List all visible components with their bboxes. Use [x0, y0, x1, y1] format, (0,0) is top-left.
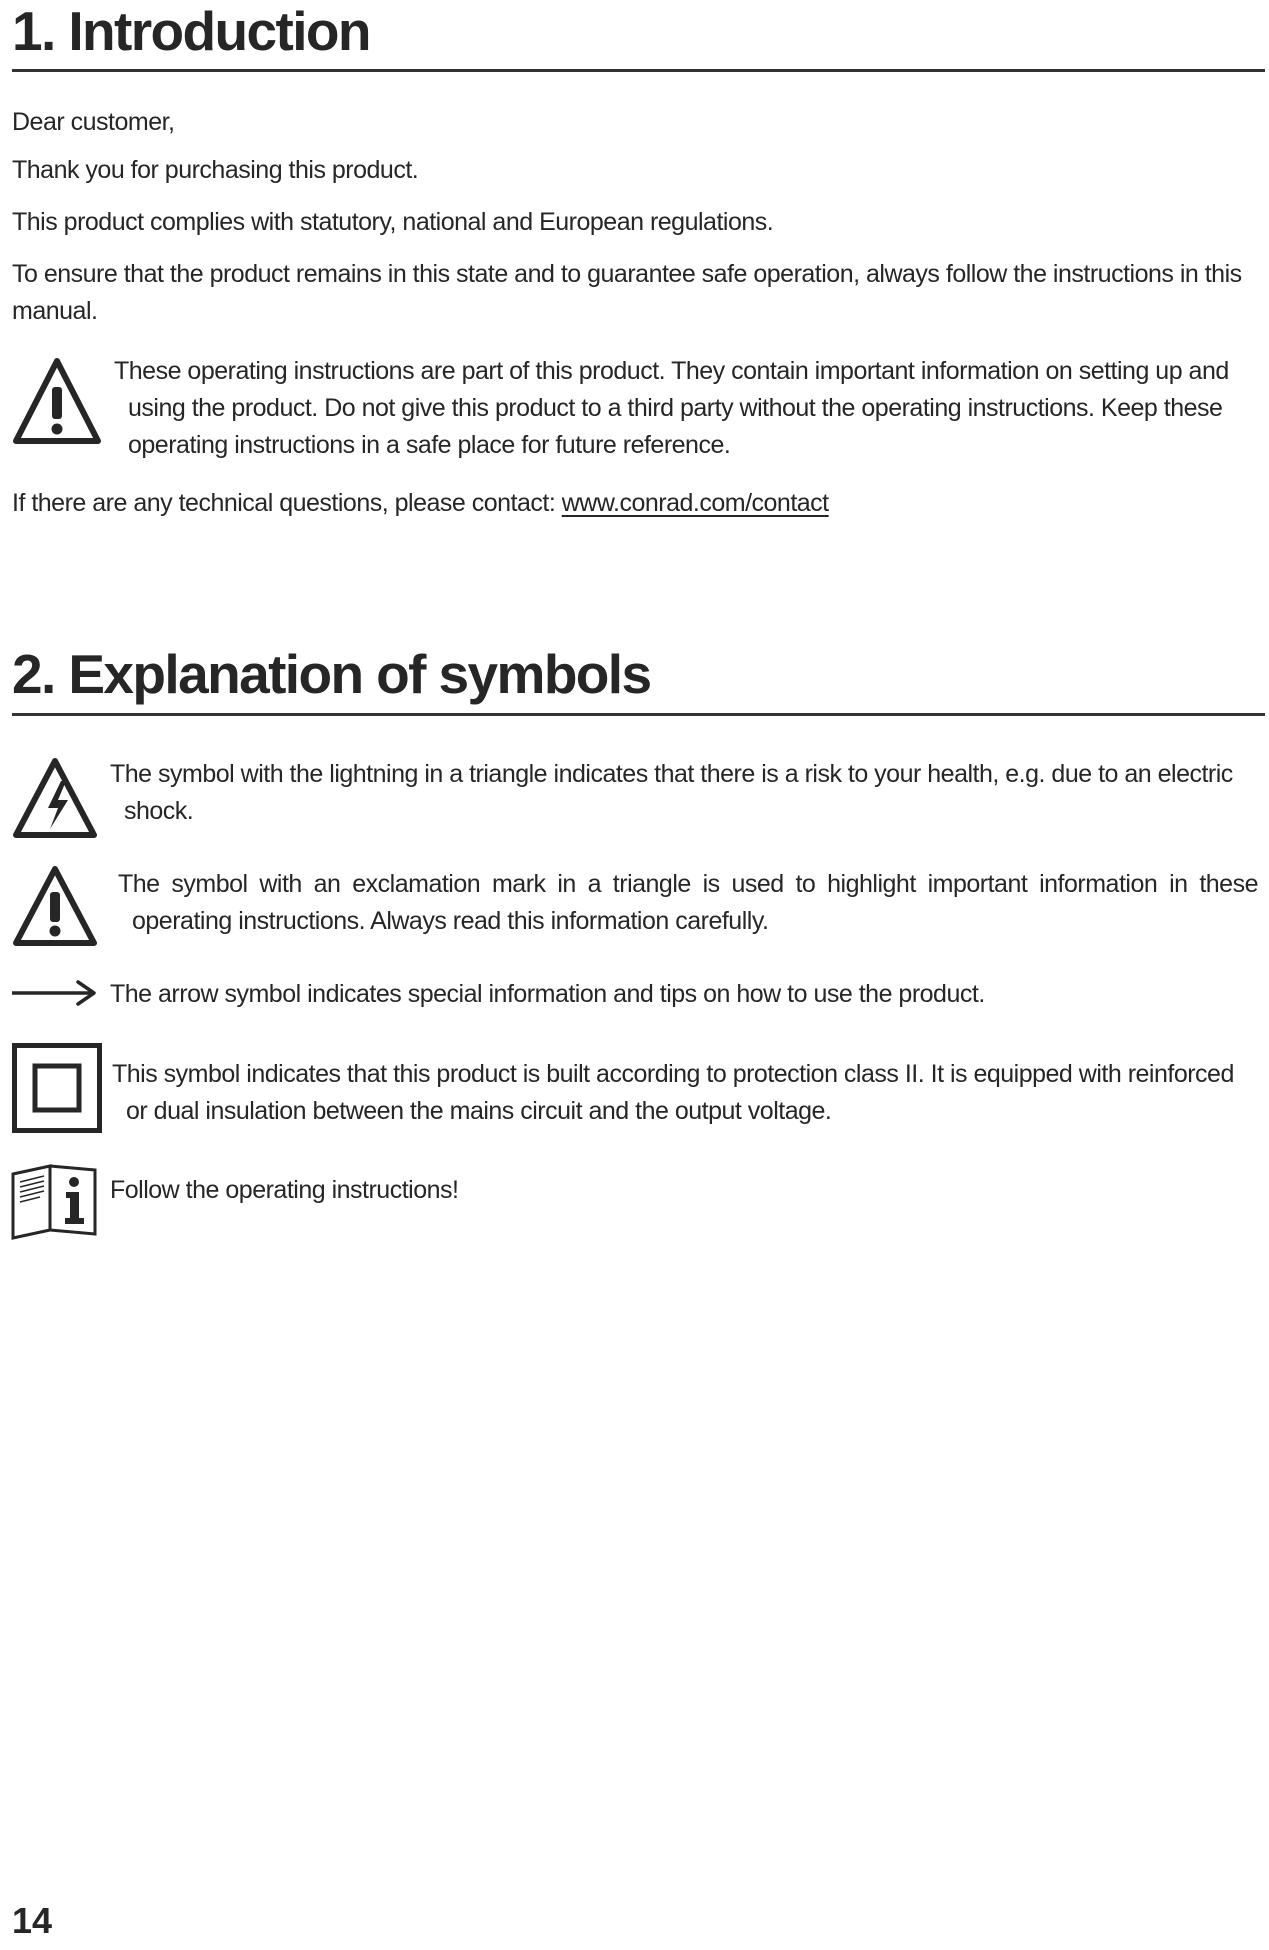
- contact-text: [12, 485, 1265, 522]
- protection-class-text: This symbol indicates that this product is built according to protection class II. It is equipped with reinforced or dual insulation between the mains circuit and the output voltage.: [112, 1060, 1234, 1125]
- instructions-symbol-text: Follow the operating instructions!: [110, 1176, 459, 1204]
- introduction-heading: 1. Introduction: [12, 0, 370, 62]
- protection-class-ii-icon: [12, 1043, 102, 1133]
- safety-notice-text: These operating instructions are part of this product. They contain important information on setting up and using the product. Do not give this product to a third party without the operating instructions. Keep these operating instructions in a safe place for future reference.: [114, 357, 1229, 459]
- lightning-triangle-icon: [12, 756, 98, 840]
- thanks-text: Thank you for purchasing this product.: [12, 156, 419, 184]
- page-number: 14: [12, 1900, 53, 1941]
- arrow-icon: [12, 978, 98, 1008]
- heading-divider: [12, 69, 1265, 72]
- lightning-symbol-text: The symbol with the lightning in a triangle indicates that there is a risk to your health, e.g. due to an electric shock.: [110, 760, 1233, 825]
- operating-instructions-icon: [10, 1162, 98, 1240]
- heading-divider: [12, 713, 1265, 716]
- contact-link[interactable]: www.conrad.com/contact: [561, 489, 829, 517]
- exclamation-symbol-text: The symbol with an exclamation mark in a triangle is used to highlight important information in these operating instructions. Always read this information carefully.: [118, 870, 1258, 935]
- ensure-text: To ensure that the product remains in this state and to guarantee safe operation, always follow the instructions in this manual.: [12, 260, 1242, 325]
- exclamation-triangle-icon: [12, 864, 98, 948]
- contact-prefix: If there are any technical questions, please contact:: [12, 489, 562, 517]
- greeting-text: Dear customer,: [12, 108, 175, 136]
- compliance-text: This product complies with statutory, national and European regulations.: [12, 208, 774, 236]
- warning-triangle-icon: [12, 355, 102, 447]
- arrow-symbol-text: The arrow symbol indicates special information and tips on how to use the product.: [110, 980, 985, 1008]
- symbols-heading: 2. Explanation of symbols: [12, 643, 651, 705]
